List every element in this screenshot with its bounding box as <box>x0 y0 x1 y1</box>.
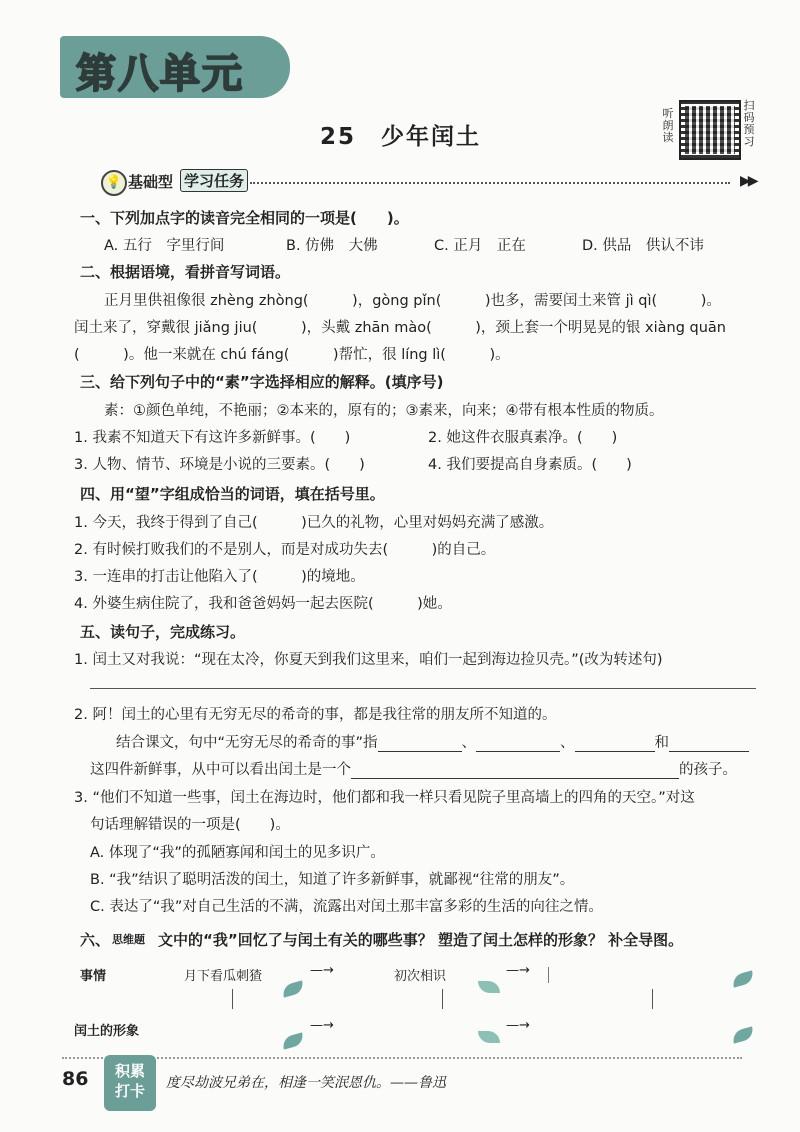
q3-item1: 1. 我素不知道天下有这许多新鲜事。( ) <box>74 430 351 446</box>
qr-code-icon[interactable] <box>679 100 741 160</box>
qr-left-text: 听朗读 <box>662 107 674 144</box>
leaf-icon <box>731 970 755 987</box>
q5-item2-prompt-b: 这四件新鲜事，从中可以看出闰土是一个 <box>90 762 351 778</box>
q5-item3-cont: 句话理解错误的一项是( )。 <box>90 817 290 833</box>
q4-item1: 1. 今天，我终于得到了自己( )已久的礼物，心里对妈妈充满了感激。 <box>74 515 554 531</box>
mind-map <box>68 955 758 1045</box>
q2-line2: 闰土来了，穿戴很 jiǎng jiu( )，头戴 zhān mào( )，颈上套一个明晃晃的银 xiàng quān <box>74 320 726 336</box>
q5-item2-sep-1: 、 <box>461 735 477 751</box>
q1-option-c: C. 正月 正在 <box>434 238 526 254</box>
q6-prefix: 六、 <box>80 931 111 949</box>
q6-tag: 思维题 <box>112 933 145 946</box>
connector-line <box>652 989 653 1009</box>
footer-quote: 度尽劫波兄弟在，相逢一笑泯恩仇。——鲁迅 <box>166 1075 446 1091</box>
unit-banner <box>60 36 290 98</box>
lightbulb-icon: 💡 <box>101 170 127 196</box>
task-label-learning: 学习任务 <box>180 169 248 192</box>
q2-line1: 正月里供祖像很 zhèng zhòng( )，gòng pǐn( )也多，需要闰土来管 jì qì( )。 <box>104 293 721 309</box>
q5-item2-fill-a <box>116 731 749 752</box>
map-row-image-label: 闰土的形象 <box>74 1024 140 1039</box>
q2-heading: 二、根据语境，看拼音写词语。 <box>80 263 291 281</box>
q5-answer-line[interactable] <box>90 688 756 689</box>
arrow-icon: —→ <box>310 1018 334 1033</box>
punch-label-b: 打卡 <box>114 1082 145 1100</box>
q5-item2-sep-2: 、 <box>560 735 575 751</box>
qr-right-text: 扫码预习 <box>743 99 755 148</box>
q3-item2: 2. 她这件衣服真素净。( ) <box>428 430 618 446</box>
task-label-basic: 基础型 <box>128 173 174 191</box>
q5-item2-fill-b <box>90 758 737 779</box>
map-event-2: 初次相识 <box>394 969 447 984</box>
q5-heading: 五、读句子，完成练习。 <box>80 623 246 641</box>
leaf-icon <box>731 1026 755 1043</box>
q1-option-b: B. 仿佛 大佛 <box>286 238 378 254</box>
map-row-events-label: 事情 <box>80 969 107 984</box>
q3-item4: 4. 我们要提高自身素质。( ) <box>428 457 632 473</box>
unit-title: 第八单元 <box>76 51 244 97</box>
q3-item3: 3. 人物、情节、环境是小说的三要素。( ) <box>74 457 365 473</box>
dotted-divider <box>250 182 730 184</box>
q4-item2: 2. 有时候打败我们的不是别人，而是对成功失去( )的自己。 <box>74 542 496 558</box>
blank-1[interactable] <box>378 735 462 752</box>
q1-option-a: A. 五行 字里行间 <box>104 238 225 254</box>
q5-item3: 3. “他们不知道一些事，闰土在海边时，他们都和我一样只看见院子里高墙上的四角的天空。”对这 <box>74 790 695 806</box>
q4-item3: 3. 一连串的打击让他陷入了( )的境地。 <box>74 569 365 585</box>
map-event-1: 月下看瓜刺猹 <box>184 969 263 984</box>
blank-2[interactable] <box>476 735 560 752</box>
map-blank-event-3[interactable] <box>548 967 549 983</box>
arrow-icon: —→ <box>506 1018 530 1033</box>
q3-definition: 素：①颜色单纯，不艳丽；②本来的，原有的；③素来，向来；④带有根本性质的物质。 <box>104 403 664 419</box>
q5-item2-and: 和 <box>654 735 670 751</box>
arrow-icon: —→ <box>506 963 530 978</box>
page-number: 86 <box>62 1068 89 1090</box>
q5-item2-suffix: 的孩子。 <box>679 762 737 778</box>
q3-heading: 三、给下列句子中的“素”字选择相应的解释。(填序号) <box>80 373 444 391</box>
double-arrow-icon: ▶▶ <box>740 173 756 189</box>
q5-item3-option-c: C. 表达了“我”对自己生活的不满，流露出对闰土那丰富多彩的生活的向往之情。 <box>90 899 603 915</box>
q4-heading: 四、用“望”字组成恰当的词语，填在括号里。 <box>80 485 385 503</box>
leaf-icon <box>478 981 500 993</box>
connector-line <box>442 989 443 1009</box>
q1-heading: 一、下列加点字的读音完全相同的一项是( )。 <box>80 209 409 227</box>
q4-item4: 4. 外婆生病住院了，我和爸爸妈妈一起去医院( )她。 <box>74 596 452 612</box>
q1-option-d: D. 供品 供认不讳 <box>582 238 704 254</box>
arrow-icon: —→ <box>310 963 334 978</box>
blank-3[interactable] <box>575 735 655 752</box>
connector-line <box>232 989 233 1009</box>
q5-item3-option-b: B. “我”结识了聪明活泼的闰土，知道了许多新鲜事，就鄙视“往常的朋友”。 <box>90 872 575 888</box>
leaf-icon <box>478 1031 500 1043</box>
leaf-icon <box>281 980 305 997</box>
q5-item3-option-a: A. 体现了“我”的孤陋寡闻和闰土的见多识广。 <box>90 845 385 861</box>
blank-4[interactable] <box>669 735 749 752</box>
q5-item2-prompt-a: 结合课文，句中“无穷无尽的希奇的事”指 <box>116 735 378 751</box>
q2-line3: ( )。他一来就在 chú fáng( )帮忙，很 líng lì( )。 <box>74 347 510 363</box>
punch-label-a: 积累 <box>114 1062 145 1080</box>
q5-item1: 1. 闰土又对我说：“现在太冷，你夏天到我们这里来，咱们一起到海边捡贝壳。”(改为转述句) <box>74 652 663 668</box>
daily-punch-badge <box>104 1055 156 1111</box>
q5-item2: 2. 阿！闰土的心里有无穷无尽的希奇的事，都是我往常的朋友所不知道的。 <box>74 707 557 723</box>
leaf-icon <box>281 1032 305 1049</box>
lesson-title: 25 少年闰土 <box>320 124 482 150</box>
q6-heading: 文中的“我”回忆了与闰土有关的哪些事？ 塑造了闰土怎样的形象？ 补全导图。 <box>158 931 684 949</box>
blank-5[interactable] <box>351 762 679 779</box>
footer-divider <box>62 1057 742 1059</box>
